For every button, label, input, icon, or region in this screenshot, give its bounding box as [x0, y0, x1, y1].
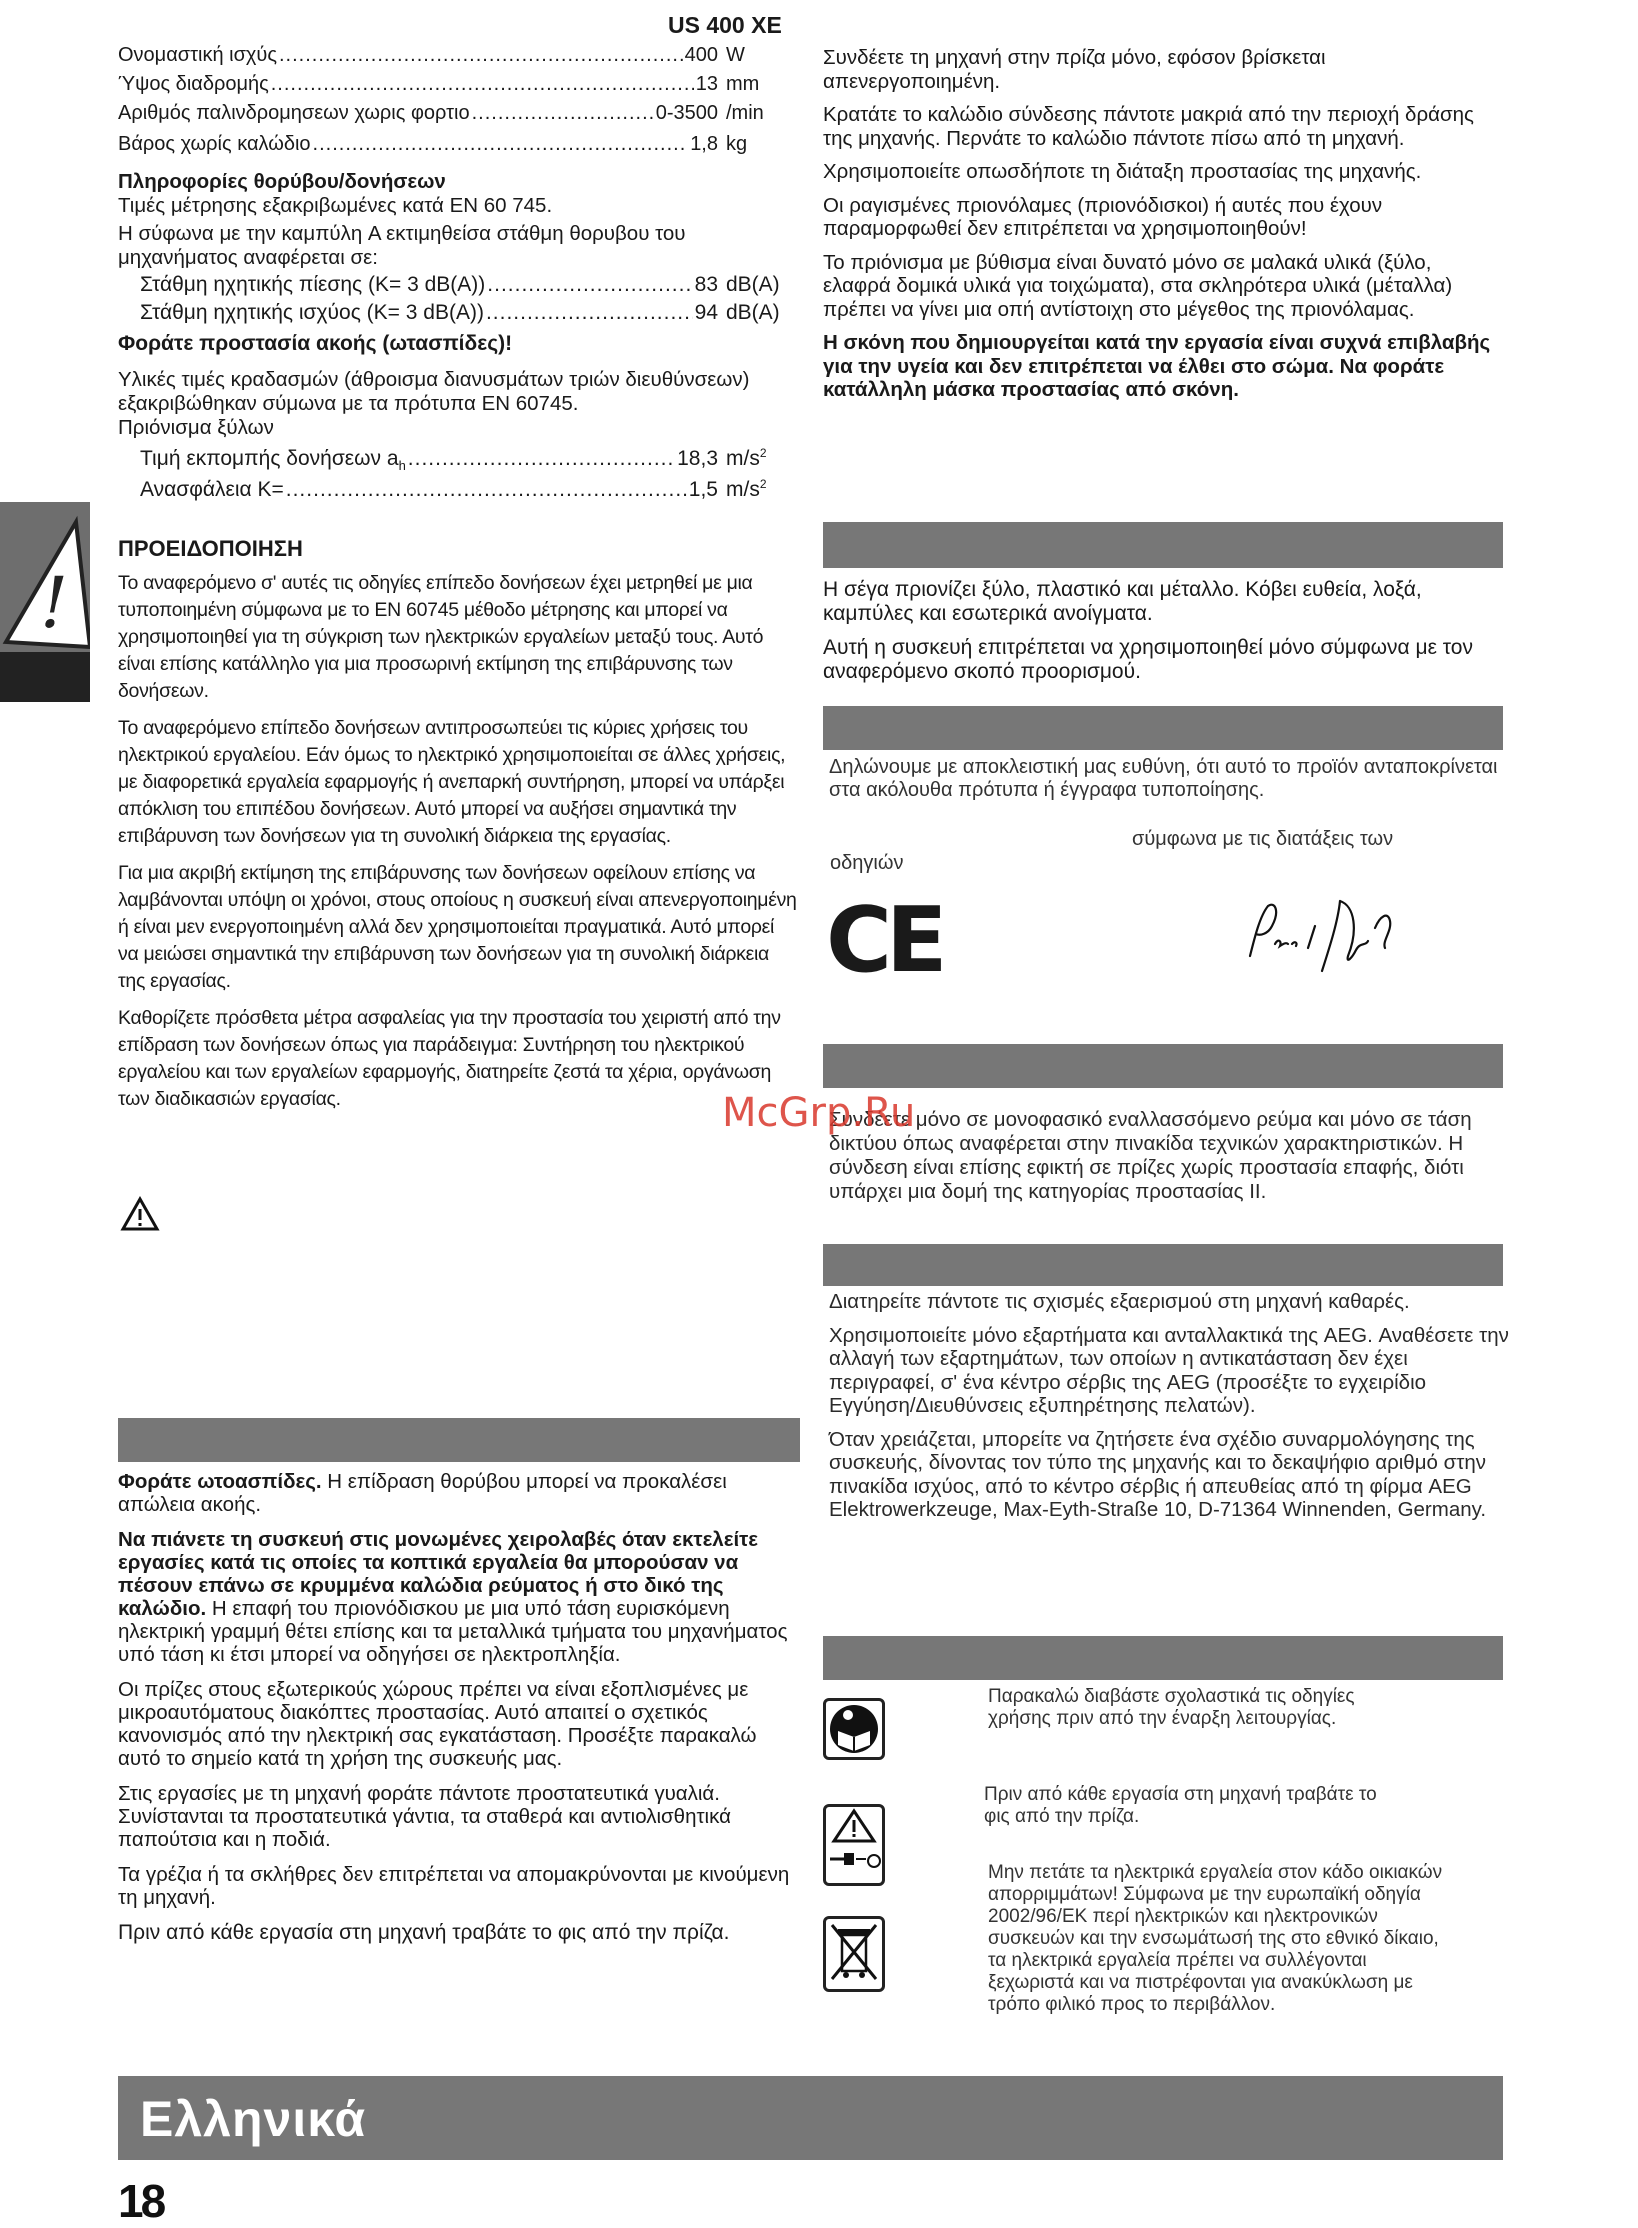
warning-paragraph: Το αναφερόμενο επίπεδο δονήσεων αντιπροσωπεύει τις κύριες χρήσεις του ηλεκτρικού εργαλείου. Εάν όμως το ηλεκτρικό χρησιμοποιείται σε άλλες χρήσεις, με διαφορετικά εργαλεία εφαρμογής ή ανεπαρκή συντήρηση, μπορεί να υπάρξει απόκλιση του επιπέδου δονήσεων. Αυτό μπορεί να αυξήσει σημαντικά την επιβάρυνση των δονήσεων για τη συνολική διάρκεια της εργασίας. — [118, 717, 786, 847]
warning-paragraph: Καθορίζετε πρόσθετα μέτρα ασφαλείας για την προστασία του χειριστή από την επίδραση των δονήσεων όπως για παράδειγμα: Συντήρηση του ηλεκτρικού εργαλείου και των εργαλείων εφαρμογής, διατηρείτε ζεστά τα χέρια, οργάνωση των διαδικασιών εργασίας. — [118, 1007, 781, 1110]
attention-triangle-icon — [120, 1196, 160, 1232]
vibration-row — [140, 477, 798, 505]
vibration-label-text: Τιμή εκπομπής δονήσεων a — [140, 447, 399, 470]
vibration-label-sub: h — [398, 458, 406, 474]
spec-value: 1,8 — [690, 133, 718, 155]
symbol-text-unplug: Πριν από κάθε εργασία στη μηχανή τραβάτε το φις από την πρίζα. — [984, 1784, 1377, 1827]
warning-paragraph: Για μια ακριβή εκτίμηση της επιβάρυνσης των δονήσεων οφείλουν επίσης να λαμβάνονται υπόψη οι χρόνοι, στους οποίους η συσκευή είναι απενεργοποιημένη ή είναι μεν ενεργοποιημένη αλλά δεν χρησιμοποιείται πραγματικά. Αυτό μπορεί να μειώσει σημαντικά την επιβάρυνση των δονήσεων για τη συνολική διάρκεια της εργασίας. — [118, 862, 797, 992]
section-bar-intended-use — [823, 522, 1503, 568]
noise-line-2: Η σύφωνα με την καμπύλη A εκτιμηθείσα στάθμη θορυβου του μηχανήματος αναφέρεται σε: — [118, 222, 686, 269]
vibration-section — [118, 368, 798, 440]
section-bar-maintenance — [823, 1244, 1503, 1286]
intended-use-paragraph: Αυτή η συσκευή επιτρέπεται να χρησιμοποιηθεί μόνο σύμφωνα με τον αναφερόμενο σκοπό προορισμού. — [823, 636, 1473, 683]
dot-leader — [286, 478, 687, 502]
dot-leader — [472, 102, 654, 125]
warning-paragraph: Το αναφερόμενο σ' αυτές τις οδηγίες επίπεδο δονήσεων έχει μετρηθεί με μια τυποποιημένη σύμφωνα με το EN 60745 μέθοδο μέτρησης και μπορεί να χρησιμοποιηθεί για τη σύγκριση των ηλεκτρικών εργαλείων μεταξύ τους. Αυτό είναι επίσης κατάλληλο για μια προσωρινή εκτίμηση της επιβάρυνσης των δονήσεων. — [118, 572, 764, 702]
plug-warning-icon — [826, 1807, 882, 1883]
conformity-section — [823, 756, 1503, 802]
safety-text: Η επαφή του πριονόδισκου με μια υπό τάση ευρισκόμενη ηλεκτρική γραμμή θέτει επίσης και τα μεταλλικά τμήματα του μηχανήματος υπό τάση κι έτσι μπορεί να οδηγήσει σε ηλεκτροπληξία. — [118, 1597, 788, 1666]
maintenance-section — [823, 1290, 1509, 1522]
weee-icon — [823, 1916, 885, 1992]
dot-leader — [271, 73, 694, 96]
noise-section — [118, 170, 798, 270]
book-icon — [826, 1701, 882, 1757]
dot-leader — [279, 44, 683, 67]
safety-text: Η επίδραση θορύβου μπορεί να προκαλέσει απώλεια ακοής. — [118, 1470, 727, 1516]
noise-heading: Πληροφορίες θορύβου/δονήσεων — [118, 170, 446, 193]
crossed-bin-icon — [826, 1919, 882, 1989]
side-warning-tab — [0, 502, 90, 702]
ce-mark: CE — [826, 888, 942, 993]
spec-label: Ύψος διαδρομής — [118, 73, 269, 95]
noise-label: Στάθμη ηχητικής ισχύος (K= 3 dB(A)) — [140, 301, 484, 324]
watermark: McGrp.Ru — [722, 1090, 916, 1136]
read-manual-icon — [823, 1698, 885, 1760]
dot-leader — [408, 447, 675, 471]
conformity-directives-2: οδηγιών — [830, 852, 904, 874]
unplug-icon — [823, 1804, 885, 1886]
safety-paragraph: Τα γρέζια ή τα σκλήθρες δεν επιτρέπεται να απομακρύνονται με κινούμενη τη μηχανή. — [118, 1863, 790, 1909]
noise-label: Στάθμη ηχητικής πίεσης (K= 3 dB(A)) — [140, 273, 486, 296]
maintenance-paragraph: Χρησιμοποιείτε μόνο εξαρτήματα και ανταλλακτικά της AEG. Αναθέσετε την αλλαγή των εξαρτημάτων, των οποίων η αντικατάσταση δεν έχει περιγραφεί, σ' ένα κέντρο σέρβις της AEG (προσέξτε το εγχειρίδιο Εγγύηση/Διευθύνσεις εξυπηρέτησης πελατών). — [829, 1323, 1509, 1417]
signature — [1220, 886, 1450, 996]
spec-unit: kg — [726, 133, 748, 155]
safety-paragraph: Πριν από κάθε εργασία στη μηχανή τραβάτε το φις από την πρίζα. — [118, 1921, 730, 1944]
noise-line-1: Τιμές μέτρησης εξακριβωμένες κατά EN 60 745. — [118, 194, 553, 217]
conformity-directives: σύμφωνα με τις διατάξεις των — [1132, 828, 1394, 850]
vibration-unit-text: m/s — [726, 447, 760, 470]
spec-row — [118, 44, 798, 72]
spec-unit: mm — [726, 73, 760, 95]
right-top-section — [823, 46, 1503, 402]
section-bar-mains — [823, 1044, 1503, 1088]
section-bar-symbols — [823, 1636, 1503, 1680]
section-bar-safety — [118, 1418, 800, 1462]
spec-unit: /min — [726, 102, 764, 124]
noise-value: 94 — [694, 301, 718, 324]
vibration-row — [140, 446, 798, 474]
warning-heading: ΠΡΟΕΙΔΟΠΟΙΗΣΗ — [118, 536, 303, 561]
section-bar-conformity — [823, 706, 1503, 750]
right-paragraph: Οι ραγισμένες πριονόλαμες (πριονόδισκοι) ή αυτές που έχουν παραμορφωθεί δεν επιτρέπεται να χρησιμοποιηθούν! — [823, 193, 1383, 240]
spec-row — [118, 102, 798, 130]
right-paragraph: Κρατάτε το καλώδιο σύνδεσης πάντοτε μακριά από την περιοχή δράσης της μηχανής. Περνάτε το καλώδιο πάντοτε πίσω από τη μηχανή. — [823, 103, 1474, 150]
maintenance-paragraph: Διατηρείτε πάντοτε τις σχισμές εξαερισμού στη μηχανή καθαρές. — [829, 1290, 1410, 1313]
spec-value: 0-3500 — [655, 102, 718, 124]
vibration-unit — [726, 477, 798, 502]
symbol-text-weee: Μην πετάτε τα ηλεκτρικά εργαλεία στον κάδο οικιακών απορριμμάτων! Σύμφωνα με την ευρωπαϊκή οδηγία 2002/96/ΕΚ περί ηλεκτρικών και ηλεκτρονικών συσκευών και την ενσωμάτωσή της στο εθνικό δίκαιο, τα ηλεκτρικά εργαλεία πρέπει να συλλέγονται ξεχωριστά και να πιστρέφονται για ανακύκλωση με τρόπο φιλικό προς το περιβάλλον. — [988, 1862, 1443, 2015]
safety-section — [118, 1470, 798, 1944]
svg-text:!: ! — [40, 562, 69, 644]
vibration-label: Ανασφάλεια K= — [140, 478, 284, 501]
spec-row — [118, 73, 798, 101]
right-paragraph: Το πριόνισμα με βύθισμα είναι δυνατό μόνο σε μαλακά υλικά (ξύλο, ελαφρά δομικά υλικά για τοιχώματα), στα σκληρότερα υλικά (μέταλλα) πρέπει να γίνει μια οπή αντίστοιχη στο μέγεθος της πριονόλαμας. — [823, 250, 1453, 321]
dot-leader — [486, 301, 693, 325]
maintenance-paragraph: Όταν χρειάζεται, μπορείτε να ζητήσετε ένα σχέδιο συναρμολόγησης της συσκευής, δίνοντας τον τύπο της μηχανής και το δεκαψήφιο αριθμό στην πινακίδα ισχύος, από το κέντρο σέρβις ή απευθείας από τη φίρμα AEG Elektrowerkzeuge, Max-Eyth-Straße 10, D-71364 Winnenden, Germany. — [829, 1427, 1487, 1521]
symbol-text-read: Παρακαλώ διαβάστε σχολαστικά τις οδηγίες χρήσης πριν από την έναρξη λειτουργίας. — [988, 1686, 1355, 1729]
spec-label: Βάρος χωρίς καλώδιο — [118, 133, 311, 155]
vibration-unit-sup: 2 — [759, 477, 767, 491]
vibration-intro: Υλικές τιμές κραδασμών (άθροισμα διανυσμάτων τριών διευθύνσεων) εξακριβώθηκαν σύμωνα με τα πρότυπα EN 60745. — [118, 368, 750, 415]
page-number: 18 — [118, 2175, 164, 2227]
dot-leader — [487, 273, 692, 297]
safety-paragraph — [118, 1470, 798, 1516]
spec-label: Ονομαστική ισχύς — [118, 44, 277, 66]
spec-row — [118, 133, 798, 161]
warning-triangle-icon — [0, 502, 90, 702]
right-paragraph: Συνδέετε τη μηχανή στην πρίζα μόνο, εφόσον βρίσκεται απενεργοποιημένη. — [823, 46, 1326, 93]
noise-value: 83 — [694, 273, 718, 296]
spec-unit: W — [726, 44, 745, 66]
vibration-label — [140, 447, 406, 473]
noise-row — [140, 273, 798, 301]
safety-bold: Να πιάνετε τη συσκευή στις μονωμένες χειρολαβές όταν εκτελείτε εργασίες κατά τις οποίες τα κοπτικά εργαλεία θα μπορούσαν να πέσουν επάνω σε κρυμμένα καλώδια ρεύματος ή στο δικό της καλώδιο. — [118, 1528, 759, 1620]
model-title: US 400 XE — [668, 12, 782, 38]
safety-bold: Φοράτε ωτοασπίδες. — [118, 1470, 322, 1493]
intended-use-paragraph: Η σέγα πριονίζει ξύλο, πλαστικό και μέταλλο. Κόβει ευθεία, λοξά, καμπύλες και εσωτερικά ανοίγματα. — [823, 578, 1422, 625]
footer-language: Ελληνικά — [140, 2091, 367, 2147]
intended-use-section — [823, 578, 1503, 684]
warning-section — [118, 536, 798, 1123]
vibration-sub: Πριόνισμα ξύλων — [118, 416, 274, 439]
spec-value: 400 — [684, 44, 718, 66]
vibration-value: 1,5 — [688, 478, 718, 501]
noise-unit: dB(A) — [726, 301, 780, 324]
ear-protection-note: Φοράτε προστασία ακοής (ωτασπίδες)! — [118, 332, 513, 355]
safety-paragraph: Στις εργασίες με τη μηχανή φοράτε πάντοτε προστατευτικά γυαλιά. Συνίστανται τα προστατευτικά γάντια, τα σταθερά και αντιολισθητικά παπούτσια και η ποδιά. — [118, 1782, 731, 1851]
vibration-unit-sup: 2 — [759, 446, 767, 460]
right-paragraph: Χρησιμοποιείτε οπωσδήποτε τη διάταξη προστασίας της μηχανής. — [823, 160, 1422, 183]
mains-section: Συνδέετε μόνο σε μονοφασικό εναλλασσόμενο ρεύμα και μόνο σε τάση δικτύου όπως αναφέρεται στην πινακίδα τεχνικών χαρακτηριστικών. Η σύνδεση είναι επίσης εφικτή σε πρίζες χωρίς προστασία επαφής, διότι υπάρχει μια δομή της κατηγορίας προστασίας II. — [829, 1108, 1472, 1203]
vibration-unit-text: m/s — [726, 478, 760, 501]
spec-value: 13 — [695, 73, 718, 95]
noise-unit: dB(A) — [726, 273, 780, 296]
vibration-unit — [726, 446, 798, 471]
noise-row — [140, 301, 798, 329]
right-paragraph: Η σκόνη που δημιουργείται κατά την εργασία είναι συχνά επιβλαβής για την υγεία και δεν επιτρέπεται να έλθει στο σώμα. Να φοράτε κατάλληλη μάσκα προστασίας από σκόνη. — [823, 331, 1491, 401]
spec-label: Αριθμός παλινδρομησεων χωρις φορτιο — [118, 102, 470, 124]
safety-paragraph: Οι πρίζες στους εξωτερικούς χώρους πρέπει να είναι εξοπλισμένες με μικροαυτόματους διακόπτες προστασίας. Αυτό απαιτεί ο σχετικός κανονισμός από την ηλεκτρική σας εγκατάσταση. Προσέξτε παρακαλώ αυτό το σημείο κατά τη χρήση της συσκευής μας. — [118, 1678, 757, 1770]
safety-paragraph — [118, 1528, 798, 1666]
dot-leader — [313, 133, 689, 156]
footer-language-bar — [118, 2076, 1503, 2160]
conformity-text: Δηλώνουμε με αποκλειστική μας ευθύνη, ότι αυτό το προϊόν ανταποκρίνεται στα ακόλουθα πρότυπα ή έγγραφα τυποποίησης. — [829, 756, 1498, 801]
vibration-value: 18,3 — [677, 447, 718, 470]
